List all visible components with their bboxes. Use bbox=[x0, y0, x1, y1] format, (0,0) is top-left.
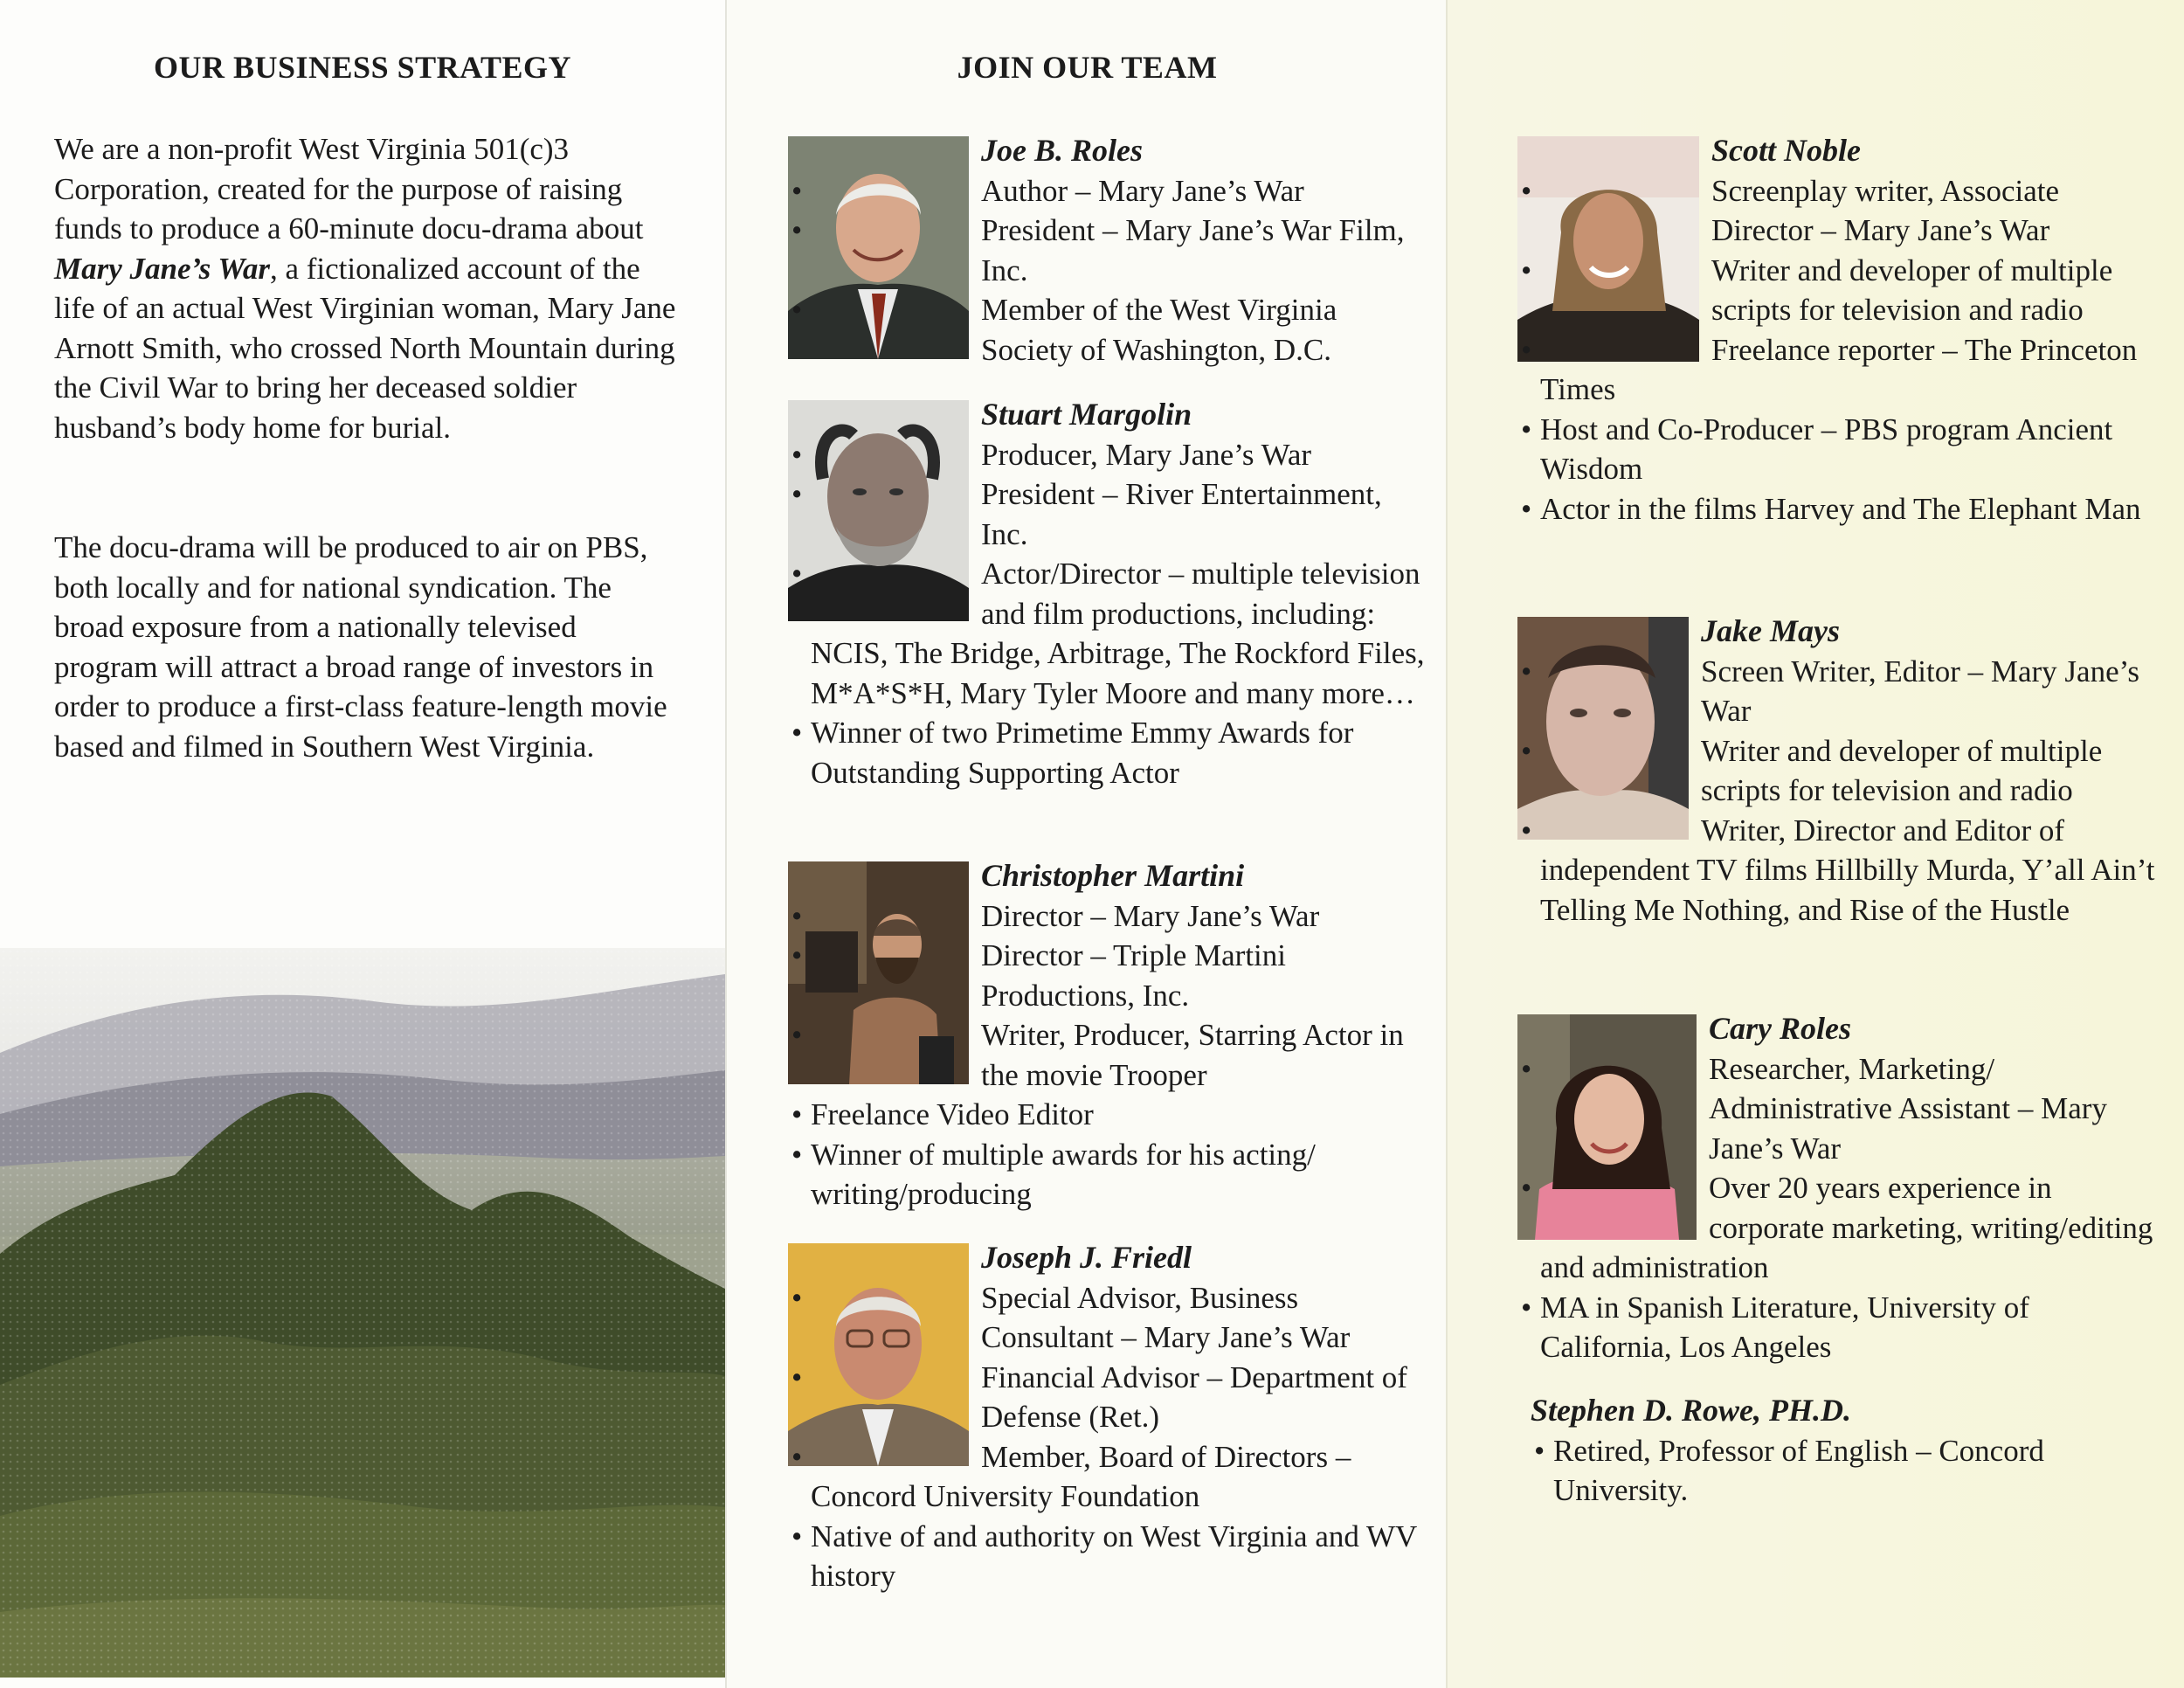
strategy-paragraph-1 bbox=[54, 129, 683, 447]
team-heading: JOIN OUR TEAM bbox=[957, 50, 1218, 85]
credit-item: • Researcher, Marketing/ Administrative Assistant – Mary Jane’s War bbox=[1517, 1049, 2168, 1169]
member-joseph-friedl bbox=[788, 1238, 1430, 1596]
credit-item: • MA in Spanish Literature, University of California, Los Angeles bbox=[1517, 1288, 2168, 1367]
credit-item: • Host and Co-Producer – PBS program Ancient Wisdom bbox=[1517, 410, 2168, 489]
credit-item: • Producer, Mary Jane’s War bbox=[788, 435, 1430, 475]
credit-item: • Actor/Director – multiple television and film productions, including: NCIS, The Bridge, Arbitrage, The Rockford Files, M*A*S*H, Mary Tyler Moore and many more… bbox=[788, 554, 1430, 713]
film-title: Mary Jane’s War bbox=[54, 251, 270, 286]
credit-item: • Screenplay writer, Associate Director – Mary Jane’s War bbox=[1517, 171, 2168, 251]
member-cary-roles bbox=[1517, 1009, 2168, 1367]
credit-item: • Writer, Director and Editor of independent TV films Hillbilly Murda, Y’all Ain’t Telling Me Nothing, and Rise of the Hustle bbox=[1517, 811, 2173, 930]
credit-item: • Winner of two Primetime Emmy Awards for Outstanding Supporting Actor bbox=[788, 713, 1430, 792]
member-name: Joe B. Roles bbox=[981, 133, 1143, 168]
member-credits bbox=[1531, 1431, 2160, 1511]
strategy-heading: OUR BUSINESS STRATEGY bbox=[154, 50, 571, 85]
member-credits bbox=[788, 435, 1430, 793]
panel-join-our-team bbox=[725, 0, 1446, 1688]
member-credits bbox=[1517, 652, 2173, 930]
member-credits bbox=[1517, 171, 2168, 529]
credit-item: • Director – Triple Martini Productions, Inc. bbox=[788, 936, 1430, 1015]
credit-item: • Screen Writer, Editor – Mary Jane’s War bbox=[1517, 652, 2173, 731]
member-name: Christopher Martini bbox=[981, 858, 1245, 893]
credit-item: • Member, Board of Directors – Concord University Foundation bbox=[788, 1437, 1430, 1517]
credit-item: • Native of and authority on West Virginia and WV history bbox=[788, 1517, 1430, 1596]
credit-item: • Winner of multiple awards for his acting/ writing/producing bbox=[788, 1135, 1430, 1214]
credit-item: • Writer and developer of multiple scripts for television and radio bbox=[1517, 731, 2173, 811]
credit-item: • Retired, Professor of English – Concord University. bbox=[1531, 1431, 2160, 1511]
member-name: Joseph J. Friedl bbox=[981, 1240, 1192, 1275]
member-credits bbox=[788, 171, 1417, 370]
credit-item: • Member of the West Virginia Society of Washington, D.C. bbox=[788, 290, 1417, 370]
credit-item: • Financial Advisor – Department of Defense (Ret.) bbox=[788, 1358, 1430, 1437]
member-name: Scott Noble bbox=[1711, 133, 1861, 168]
credit-item: • President – River Entertainment, Inc. bbox=[788, 474, 1430, 554]
member-stuart-margolin bbox=[788, 395, 1430, 792]
strategy-para1-a: We are a non-profit West Virginia 501(c)3 Corporation, created for the purpose of raising funds to produce a 60-minute docu-drama about bbox=[54, 132, 644, 246]
credit-item: • Director – Mary Jane’s War bbox=[788, 896, 1430, 937]
member-credits bbox=[788, 1278, 1430, 1596]
member-name: Stuart Margolin bbox=[981, 397, 1192, 432]
strategy-para1-c: , a fictionalized account of the life of an actual West Virginian woman, Mary Jane Arnott Smith, who crossed North Mountain during the Civil War to bring her deceased soldier husband’s body home for burial. bbox=[54, 251, 676, 445]
member-jake-mays bbox=[1517, 612, 2173, 930]
member-stephen-rowe bbox=[1531, 1391, 2160, 1511]
panel-business-strategy bbox=[0, 0, 725, 1688]
credit-item: • Special Advisor, Business Consultant – Mary Jane’s War bbox=[788, 1278, 1430, 1358]
member-christopher-martini bbox=[788, 856, 1430, 1214]
member-joe-roles bbox=[788, 131, 1417, 370]
member-credits bbox=[1517, 1049, 2168, 1367]
mountain-landscape-photo bbox=[0, 948, 725, 1678]
credit-item: • Freelance reporter – The Princeton Times bbox=[1517, 330, 2168, 410]
credit-item: • Writer, Producer, Starring Actor in the movie Trooper bbox=[788, 1015, 1430, 1095]
member-name: Stephen D. Rowe, PH.D. bbox=[1531, 1393, 1852, 1428]
credit-item: • Author – Mary Jane’s War bbox=[788, 171, 1417, 211]
member-name: Jake Mays bbox=[1701, 613, 1840, 648]
credit-item: • Actor in the films Harvey and The Elephant Man bbox=[1517, 489, 2168, 529]
credit-item: • Freelance Video Editor bbox=[788, 1095, 1430, 1135]
credit-item: • Writer and developer of multiple scripts for television and radio bbox=[1517, 251, 2168, 330]
credit-item: • President – Mary Jane’s War Film, Inc. bbox=[788, 211, 1417, 290]
member-name: Cary Roles bbox=[1709, 1011, 1852, 1046]
credit-item: • Over 20 years experience in corporate marketing, writing/editing and administration bbox=[1517, 1168, 2168, 1288]
panel-team-continued bbox=[1446, 0, 2184, 1688]
member-scott-noble bbox=[1517, 131, 2168, 529]
member-credits bbox=[788, 896, 1430, 1214]
strategy-paragraph-2: The docu-drama will be produced to air on PBS, both locally and for national syndication. The broad exposure from a nationally televised program will attract a broad range of investors in order to produce a first-class feature-length movie based and filmed in Southern West Virginia. bbox=[54, 530, 667, 764]
